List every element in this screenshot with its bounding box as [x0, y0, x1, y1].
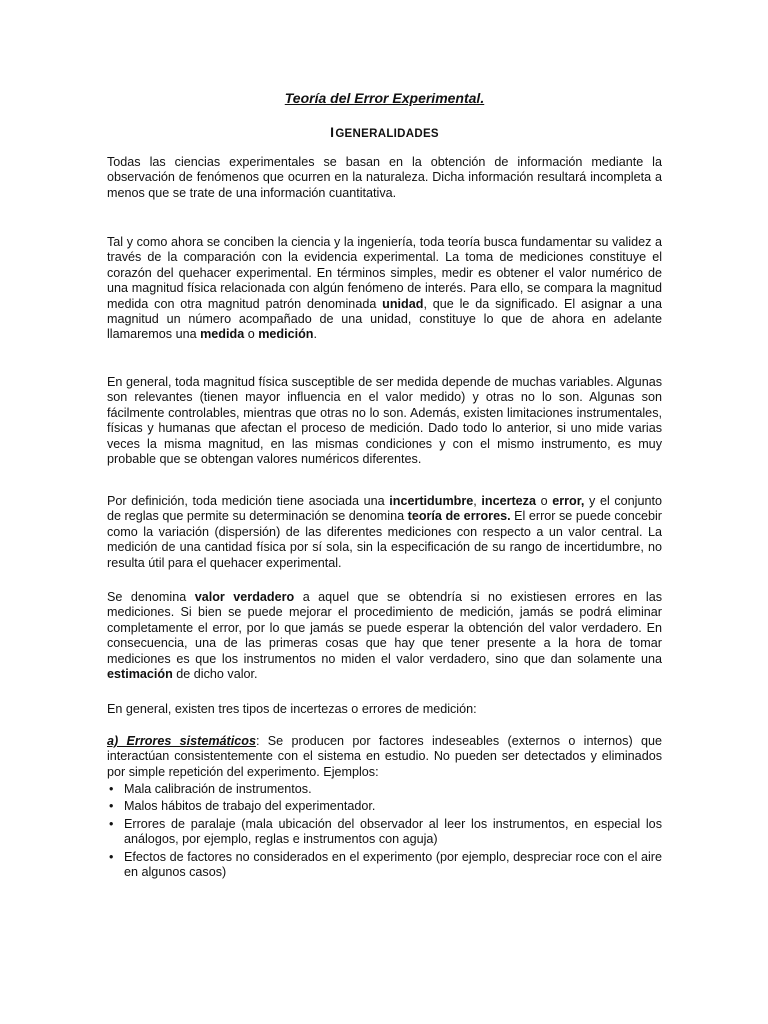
- paragraph-error-types: En general, existen tres tipos de incertezas o errores de medición:: [107, 702, 477, 716]
- list-item: • Mala calibración de instrumentos.: [109, 782, 312, 796]
- bullet-icon: •: [109, 799, 114, 814]
- paragraph-systematic-errors: a) Errores sistemáticos: Se producen por factores indeseables (externos o internos) que interactúan consistentemente con el sistema en estudio. No pueden ser detectados y eliminados por simple repetición del experimento. Ejemplos:: [107, 734, 662, 779]
- section-heading: [107, 124, 662, 140]
- bullet-icon: •: [109, 782, 114, 796]
- paragraph-definition: Por definición, toda medición tiene asociada una incertidumbre, incerteza o error, y el conjunto de reglas que permite su determinación se denomina teoría de errores. El error se puede concebir como la variación (dispersión) de las diferentes mediciones con respecto a un valor central. La medición de una cantidad física por sí sola, sin la especificación de su rango de incertidumbre, no resulta útil para el quehacer experimental.: [107, 494, 662, 570]
- list-item: • Efectos de factores no considerados en el experimento (por ejemplo, despreciar roce con el aire en algunos casos): [109, 849, 662, 880]
- document-title: Teoría del Error Experimental.: [284, 90, 485, 106]
- paragraph-variables: En general, toda magnitud física susceptible de ser medida depende de muchas variables. Algunas son relevantes (tienen mayor influencia en el valor medido) y otras no lo son. Algunas son fácilmente controlables, mientras que otras no lo son. Además, existen limitaciones instrumentales, físicas y humanas que afectan el proceso de medición. Dado todo lo anterior, si uno mide varias veces la misma magnitud, en las mismas condiciones y con el mismo instrumento, es muy probable que se obtengan valores numéricos diferentes.: [107, 375, 662, 467]
- list-item: • Malos hábitos de trabajo del experimentador.: [109, 799, 376, 814]
- examples-list: [107, 782, 662, 882]
- bullet-icon: •: [109, 816, 114, 831]
- section-label: GENERALIDADES: [335, 128, 439, 140]
- list-item: • Errores de paralaje (mala ubicación del observador al leer los instrumentos, en especial los análogos, por ejemplo, reglas e instrumentos con aguja): [109, 816, 662, 847]
- systematic-errors-heading: a) Errores sistemáticos: [107, 734, 256, 748]
- paragraph-true-value: Se denomina valor verdadero a aquel que se obtendría si no existiesen errores en las mediciones. Si bien se puede mejorar el procedimiento de medición, jamás se podrá eliminar completamente el error, por lo que jamás se puede esperar la obtención del valor verdadero. En consecuencia, una de las primeras cosas que hay que tener presente a la hora de tomar mediciones es que los instrumentos no miden el valor verdadero, sino que dan solamente una estimación de dicho valor.: [107, 590, 663, 682]
- bullet-icon: •: [109, 849, 114, 864]
- section-number: I: [330, 124, 335, 140]
- paragraph-measurement: Tal y como ahora se conciben la ciencia y la ingeniería, toda teoría busca fundamentar su validez a través de la comparación con la evidencia experimental. La toma de mediciones constituye el corazón del quehacer experimental. En términos simples, medir es obtener el valor numérico de una magnitud física relacionada con algún fenómeno de interés. Para ello, se compara la magnitud medida con otra magnitud patrón denominada unidad, que le da significado. El asignar a una magnitud un número acompañado de una unidad, constituye lo que de ahora en adelante llamaremos una medida o medición.: [107, 235, 662, 342]
- paragraph-intro: Todas las ciencias experimentales se basan en la obtención de información mediante la observación de fenómenos que ocurren en la naturaleza. Dicha información resultará incompleta a menos que se trate de una información cuantitativa.: [107, 155, 662, 200]
